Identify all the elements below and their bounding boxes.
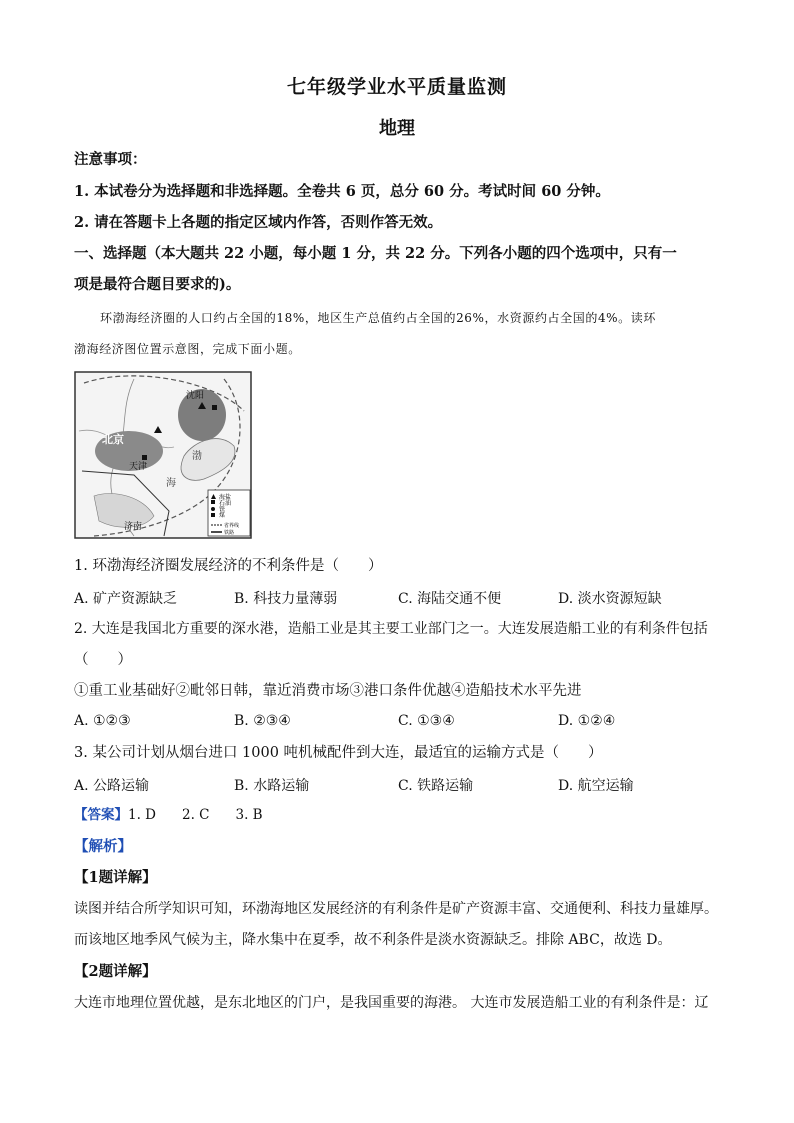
answer-item: 2. C <box>182 807 210 823</box>
answer-line <box>74 806 724 824</box>
legend-item: 铁 <box>219 506 226 513</box>
q1-analysis-heading: 【1题详解】 <box>74 869 157 886</box>
map-label-tianjin: 天津 <box>129 462 148 472</box>
legend-item: 石油 <box>219 500 232 507</box>
option-d[interactable]: D. ①②④ <box>558 713 616 729</box>
legend-item: 海盐 <box>219 494 232 501</box>
q1-analysis-text-cont: 而该地区地季风气候为主，降水集中在夏季，故不利条件是淡水资源缺乏。排除 ABC，故选 D。 <box>74 932 672 948</box>
answer-item: 3. B <box>235 807 263 823</box>
option-c[interactable]: C. ①③④ <box>398 713 455 729</box>
option-d[interactable]: D. 航空运输 <box>558 778 634 794</box>
question-2-stem-cont: （ ） <box>74 652 132 668</box>
question-1-options <box>74 588 724 606</box>
coal-symbol <box>142 455 147 460</box>
question-2-options <box>74 713 724 731</box>
subject-title: 地理 <box>379 118 415 139</box>
section-heading: 一、选择题（本大题共 22 小题，每小题 1 分，共 22 分。下列各小题的四个选项中，只有一 <box>74 245 677 262</box>
section-heading-cont: 项是最符合题目要求的)。 <box>74 276 241 293</box>
answer-tag: 【答案】 <box>74 807 128 823</box>
answer-item: 1. D <box>128 807 156 823</box>
coal-symbol <box>212 405 217 410</box>
intro-text: 环渤海经济圈的人口约占全国的18%，地区生产总值约占全国的26%，水资源约占全国的4%。读环 <box>100 311 656 325</box>
notes-heading: 注意事项： <box>74 151 147 168</box>
exam-title: 七年级学业水平质量监测 <box>286 76 507 98</box>
question-3-stem: 3. 某公司计划从烟台进口 1000 吨机械配件到大连，最适宜的运输方式是（ ） <box>74 745 603 761</box>
question-1-stem: 1. 环渤海经济圈发展经济的不利条件是（ ） <box>74 558 383 574</box>
intro-text-cont: 渤海经济图位置示意图，完成下面小题。 <box>74 342 301 356</box>
option-a[interactable]: A. ①②③ <box>74 713 131 729</box>
note-item: 1. 本试卷分为选择题和非选择题。全卷共 6 页，总分 60 分。考试时间 60 分钟。 <box>74 183 610 200</box>
q2-analysis-heading: 【2题详解】 <box>74 963 157 980</box>
map-label-hai: 海 <box>166 478 176 489</box>
legend-item: 煤 <box>219 512 226 519</box>
analysis-tag: 【解析】 <box>74 838 132 855</box>
legend-item: 铁路 <box>224 530 235 536</box>
bohai-economic-circle-map <box>74 371 252 539</box>
question-2-stem: 2. 大连是我国北方重要的深水港，造船工业是其主要工业部门之一。大连发展造船工业的有利条件包括 <box>74 621 708 637</box>
legend-item: 省界线 <box>224 523 240 529</box>
map-label-beijing: 北京 <box>102 433 124 446</box>
map-label-bo: 渤 <box>192 451 202 462</box>
q2-analysis-text: 大连市地理位置优越，是东北地区的门户，是我国重要的海港。 大连市发展造船工业的有利条件是：辽 <box>74 995 709 1011</box>
option-c[interactable]: C. 铁路运输 <box>398 778 474 794</box>
question-2-statement: ①重工业基础好②毗邻日韩，靠近消费市场③港口条件优越④造船技术水平先进 <box>74 683 582 699</box>
option-a[interactable]: A. 矿产资源缺乏 <box>74 591 178 607</box>
option-b[interactable]: B. 科技力量薄弱 <box>234 591 338 607</box>
map-label-jinan: 济南 <box>124 522 143 532</box>
option-c[interactable]: C. 海陆交通不便 <box>398 591 502 607</box>
note-item: 2. 请在答题卡上各题的指定区域内作答，否则作答无效。 <box>74 214 443 231</box>
question-3-options <box>74 775 724 793</box>
option-a[interactable]: A. 公路运输 <box>74 778 150 794</box>
q1-analysis-text: 读图并结合所学知识可知，环渤海地区发展经济的有利条件是矿产资源丰富、交通便利、科技力量雄厚。 <box>74 901 718 917</box>
option-b[interactable]: B. ②③④ <box>234 713 291 729</box>
map-label-shenyang: 沈阳 <box>186 391 205 401</box>
option-d[interactable]: D. 淡水资源短缺 <box>558 591 662 607</box>
option-b[interactable]: B. 水路运输 <box>234 778 310 794</box>
